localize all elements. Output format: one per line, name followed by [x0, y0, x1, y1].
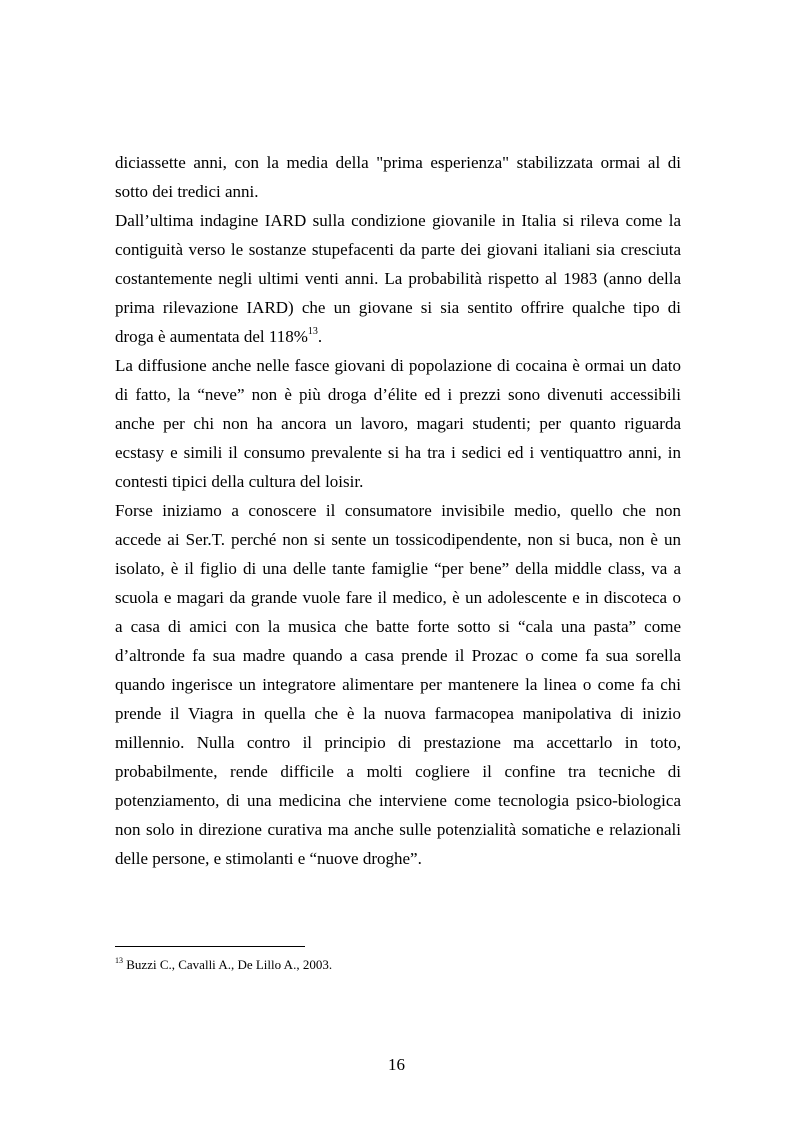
footnote-separator: [115, 946, 305, 947]
text-line: La diffusione anche nelle fasce giovani di popolazione di cocaina è ormai un dato: [115, 356, 681, 375]
text-line: anche per chi non ha ancora un lavoro, magari studenti; per quanto riguarda: [115, 414, 681, 433]
text-line: d’altronde fa sua madre quando a casa prende il Prozac o come fa sua sorella: [115, 646, 681, 665]
footnote: [115, 956, 681, 974]
text-line-with-footnote: [115, 322, 681, 351]
text-line: prende il Viagra in quella che è la nuova farmacopea manipolativa di inizio: [115, 704, 681, 723]
text-line: probabilmente, rende difficile a molti cogliere il confine tra tecniche di: [115, 762, 681, 781]
sentence-end: .: [317, 327, 323, 346]
text-line: ecstasy e simili il consumo prevalente si ha tra i sedici ed i ventiquattro anni, in: [115, 443, 681, 462]
text-line: Dall’ultima indagine IARD sulla condizione giovanile in Italia si rileva come la: [115, 211, 681, 230]
paragraph-1: [115, 148, 681, 206]
paragraph-3: [115, 351, 681, 496]
footnote-text: Buzzi C., Cavalli A., De Lillo A., 2003.: [123, 957, 333, 972]
text-line: potenziamento, di una medicina che interviene come tecnologia psico-biologica: [115, 791, 681, 810]
text-line: delle persone, e stimolanti e “nuove droghe”.: [115, 849, 422, 868]
text-line-content: droga è aumentata del 118%: [115, 327, 308, 346]
text-line: di fatto, la “neve” non è più droga d’élite ed i prezzi sono divenuti accessibili: [115, 385, 681, 404]
text-line: millennio. Nulla contro il principio di prestazione ma accettarlo in toto,: [115, 733, 681, 752]
page-number: 16: [388, 1055, 405, 1074]
text-line: costantemente negli ultimi venti anni. La probabilità rispetto al 1983 (anno della: [115, 269, 681, 288]
text-line: contiguità verso le sostanze stupefacenti da parte dei giovani italiani sia cresciuta: [115, 240, 681, 259]
text-line: prima rilevazione IARD) che un giovane si sia sentito offrire qualche tipo di: [115, 298, 681, 317]
text-line: accede ai Ser.T. perché non si sente un tossicodipendente, non si buca, non è un: [115, 530, 681, 549]
footnote-reference[interactable]: 13: [307, 326, 318, 338]
text-line: contesti tipici della cultura del loisir.: [115, 472, 364, 491]
text-line: sotto dei tredici anni.: [115, 182, 259, 201]
body-text: [115, 148, 681, 873]
footnote-number: 13: [115, 955, 123, 965]
text-line: isolato, è il figlio di una delle tante famiglie “per bene” della middle class, va a: [115, 559, 681, 578]
text-line: diciassette anni, con la media della "prima esperienza" stabilizzata ormai al di: [115, 153, 681, 172]
paragraph-2: [115, 206, 681, 351]
paragraph-4: [115, 496, 681, 873]
text-line: a casa di amici con la musica che batte forte sotto si “cala una pasta” come: [115, 617, 681, 636]
text-line: scuola e magari da grande vuole fare il medico, è un adolescente e in discoteca o: [115, 588, 681, 607]
text-line: non solo in direzione curativa ma anche sulle potenzialità somatiche e relazionali: [115, 820, 681, 839]
text-line: Forse iniziamo a conoscere il consumatore invisibile medio, quello che non: [115, 501, 681, 520]
text-line: quando ingerisce un integratore alimentare per mantenere la linea o come fa chi: [115, 675, 681, 694]
